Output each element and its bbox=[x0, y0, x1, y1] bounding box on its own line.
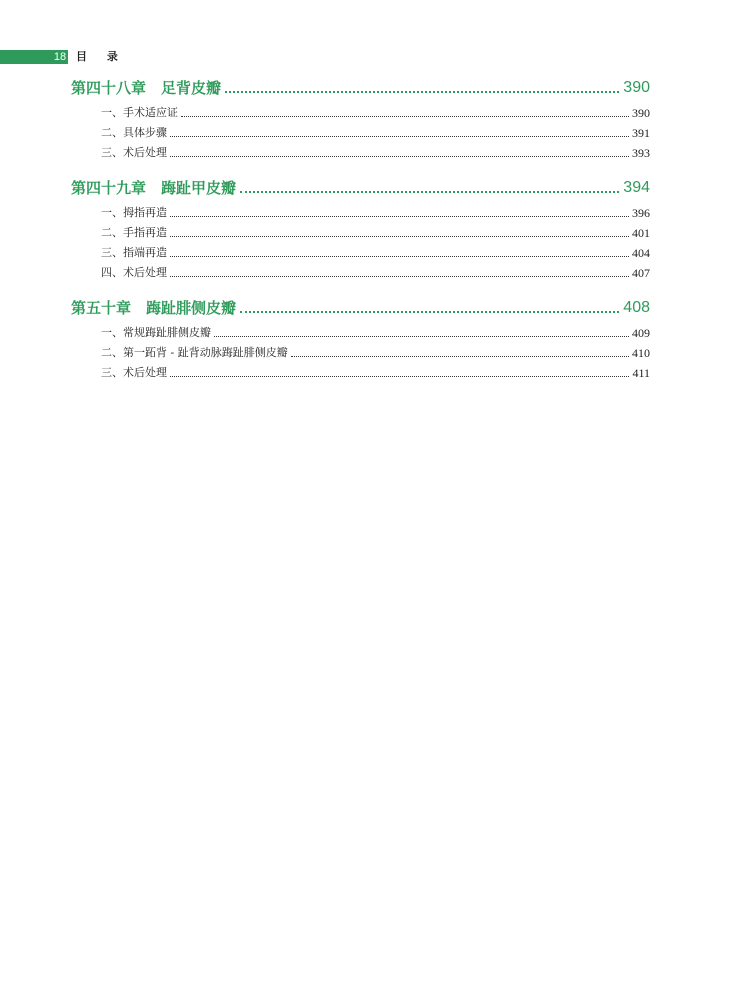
leader-dots bbox=[170, 256, 629, 257]
toc-chapter bbox=[71, 297, 650, 383]
section-row[interactable] bbox=[71, 363, 650, 383]
section-page: 409 bbox=[632, 326, 650, 340]
chapter-row[interactable] bbox=[71, 177, 650, 199]
section-title: 一、拇指再造 bbox=[101, 206, 167, 219]
leader-dots bbox=[170, 216, 629, 217]
leader-dots bbox=[214, 336, 629, 337]
chapter-page: 408 bbox=[623, 299, 650, 316]
section-page: 396 bbox=[632, 206, 650, 220]
page-header bbox=[0, 50, 126, 64]
leader-dots bbox=[240, 191, 619, 193]
chapter-title: 第四十八章 足背皮瓣 bbox=[71, 79, 222, 97]
chapter-row[interactable] bbox=[71, 297, 650, 319]
leader-dots bbox=[170, 156, 629, 157]
section-row[interactable] bbox=[71, 243, 650, 263]
section-page: 401 bbox=[632, 226, 650, 240]
leader-dots bbox=[181, 116, 629, 117]
section-title: 二、具体步骤 bbox=[101, 126, 167, 139]
section-page: 391 bbox=[632, 126, 650, 140]
leader-dots bbox=[170, 276, 629, 277]
section-title: 三、术后处理 bbox=[101, 146, 167, 159]
section-title: 二、手指再造 bbox=[101, 226, 167, 239]
section-title: 一、常规踇趾腓侧皮瓣 bbox=[101, 326, 211, 339]
chapter-title: 第五十章 踇趾腓侧皮瓣 bbox=[71, 299, 237, 317]
section-page: 404 bbox=[632, 246, 650, 260]
table-of-contents bbox=[71, 77, 650, 397]
section-row[interactable] bbox=[71, 103, 650, 123]
toc-chapter bbox=[71, 77, 650, 163]
leader-dots bbox=[225, 91, 619, 93]
leader-dots bbox=[170, 376, 629, 377]
section-row[interactable] bbox=[71, 203, 650, 223]
leader-dots bbox=[170, 236, 629, 237]
section-row[interactable] bbox=[71, 263, 650, 283]
chapter-page: 394 bbox=[623, 179, 650, 196]
leader-dots bbox=[291, 356, 629, 357]
section-page: 393 bbox=[632, 146, 650, 160]
section-page: 390 bbox=[632, 106, 650, 120]
section-title: 三、指端再造 bbox=[101, 246, 167, 259]
header-title: 目 录 bbox=[76, 50, 126, 63]
section-title: 四、术后处理 bbox=[101, 266, 167, 279]
section-row[interactable] bbox=[71, 123, 650, 143]
section-title: 三、术后处理 bbox=[101, 366, 167, 379]
section-row[interactable] bbox=[71, 143, 650, 163]
leader-dots bbox=[170, 136, 629, 137]
chapter-row[interactable] bbox=[71, 77, 650, 99]
section-page: 411 bbox=[632, 366, 650, 380]
section-row[interactable] bbox=[71, 223, 650, 243]
toc-chapter bbox=[71, 177, 650, 283]
section-title: 一、手术适应证 bbox=[101, 106, 178, 119]
page-number: 18 bbox=[53, 51, 67, 63]
section-page: 410 bbox=[632, 346, 650, 360]
chapter-page: 390 bbox=[623, 79, 650, 96]
section-row[interactable] bbox=[71, 343, 650, 363]
section-page: 407 bbox=[632, 266, 650, 280]
chapter-title: 第四十九章 踇趾甲皮瓣 bbox=[71, 179, 237, 197]
section-row[interactable] bbox=[71, 323, 650, 343]
section-title: 二、第一跖背 - 趾背动脉踇趾腓侧皮瓣 bbox=[101, 346, 288, 359]
leader-dots bbox=[240, 311, 619, 313]
